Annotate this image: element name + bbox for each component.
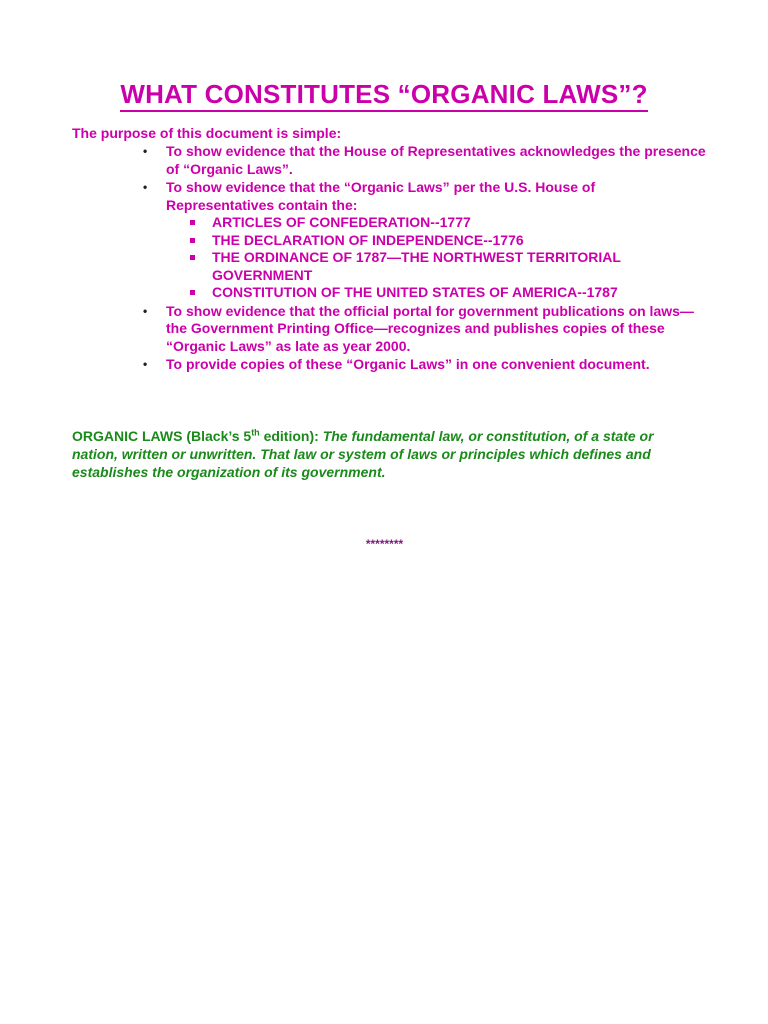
page-title-text: WHAT CONSTITUTES “ORGANIC LAWS”? bbox=[120, 78, 647, 112]
definition-term-suffix: edition): bbox=[259, 428, 323, 444]
definition-term: ORGANIC LAWS (Black’s 5 bbox=[72, 428, 252, 444]
list-item-text: To show evidence that the official portal for government publications on laws—the Government Printing Office—recognizes and publishes copies of these “Organic Laws” as late as year 2000. bbox=[166, 302, 694, 354]
list-item bbox=[143, 356, 706, 374]
square-bullet-icon bbox=[190, 220, 195, 225]
organic-laws-list bbox=[166, 214, 706, 302]
sub-list-item-text: ARTICLES OF CONFEDERATION--1777 bbox=[212, 214, 471, 230]
definition-paragraph bbox=[72, 427, 702, 481]
list-item bbox=[143, 179, 706, 302]
list-item bbox=[143, 143, 706, 178]
bullet-icon: • bbox=[143, 144, 148, 158]
square-bullet-icon bbox=[190, 255, 195, 260]
square-bullet-icon bbox=[190, 238, 195, 243]
separator-stars: ******** bbox=[365, 537, 403, 551]
purpose-list bbox=[143, 143, 706, 375]
list-item bbox=[143, 302, 706, 356]
list-item-text: To show evidence that the “Organic Laws” per the U.S. House of Representatives contain the: bbox=[166, 179, 596, 213]
sub-list-item-text: CONSTITUTION OF THE UNITED STATES OF AMERICA--1787 bbox=[212, 284, 618, 300]
sub-list-item-text: THE ORDINANCE OF 1787—THE NORTHWEST TERRITORIAL GOVERNMENT bbox=[212, 249, 621, 283]
intro-text: The purpose of this document is simple: bbox=[72, 125, 342, 141]
definition-term-superscript: th bbox=[251, 427, 260, 438]
definition-text: The fundamental law, or constitution, of a state or nation, written or unwritten. That law or system of laws or principles which defines and establishes the organization of its government. bbox=[72, 428, 654, 480]
sub-list-item bbox=[186, 284, 706, 302]
sub-list-item bbox=[186, 249, 706, 284]
bullet-icon: • bbox=[143, 357, 148, 371]
sub-list-item bbox=[186, 214, 706, 232]
page-title bbox=[0, 74, 768, 112]
square-bullet-icon bbox=[190, 290, 195, 295]
bullet-icon: • bbox=[143, 180, 148, 194]
sub-list-item bbox=[186, 232, 706, 250]
bullet-icon: • bbox=[143, 303, 148, 318]
list-item-text: To provide copies of these “Organic Laws” in one convenient document. bbox=[166, 356, 650, 372]
sub-list-item-text: THE DECLARATION OF INDEPENDENCE--1776 bbox=[212, 231, 524, 248]
list-item-text: To show evidence that the House of Representatives acknowledges the presence of “Organic Laws”. bbox=[166, 143, 706, 177]
